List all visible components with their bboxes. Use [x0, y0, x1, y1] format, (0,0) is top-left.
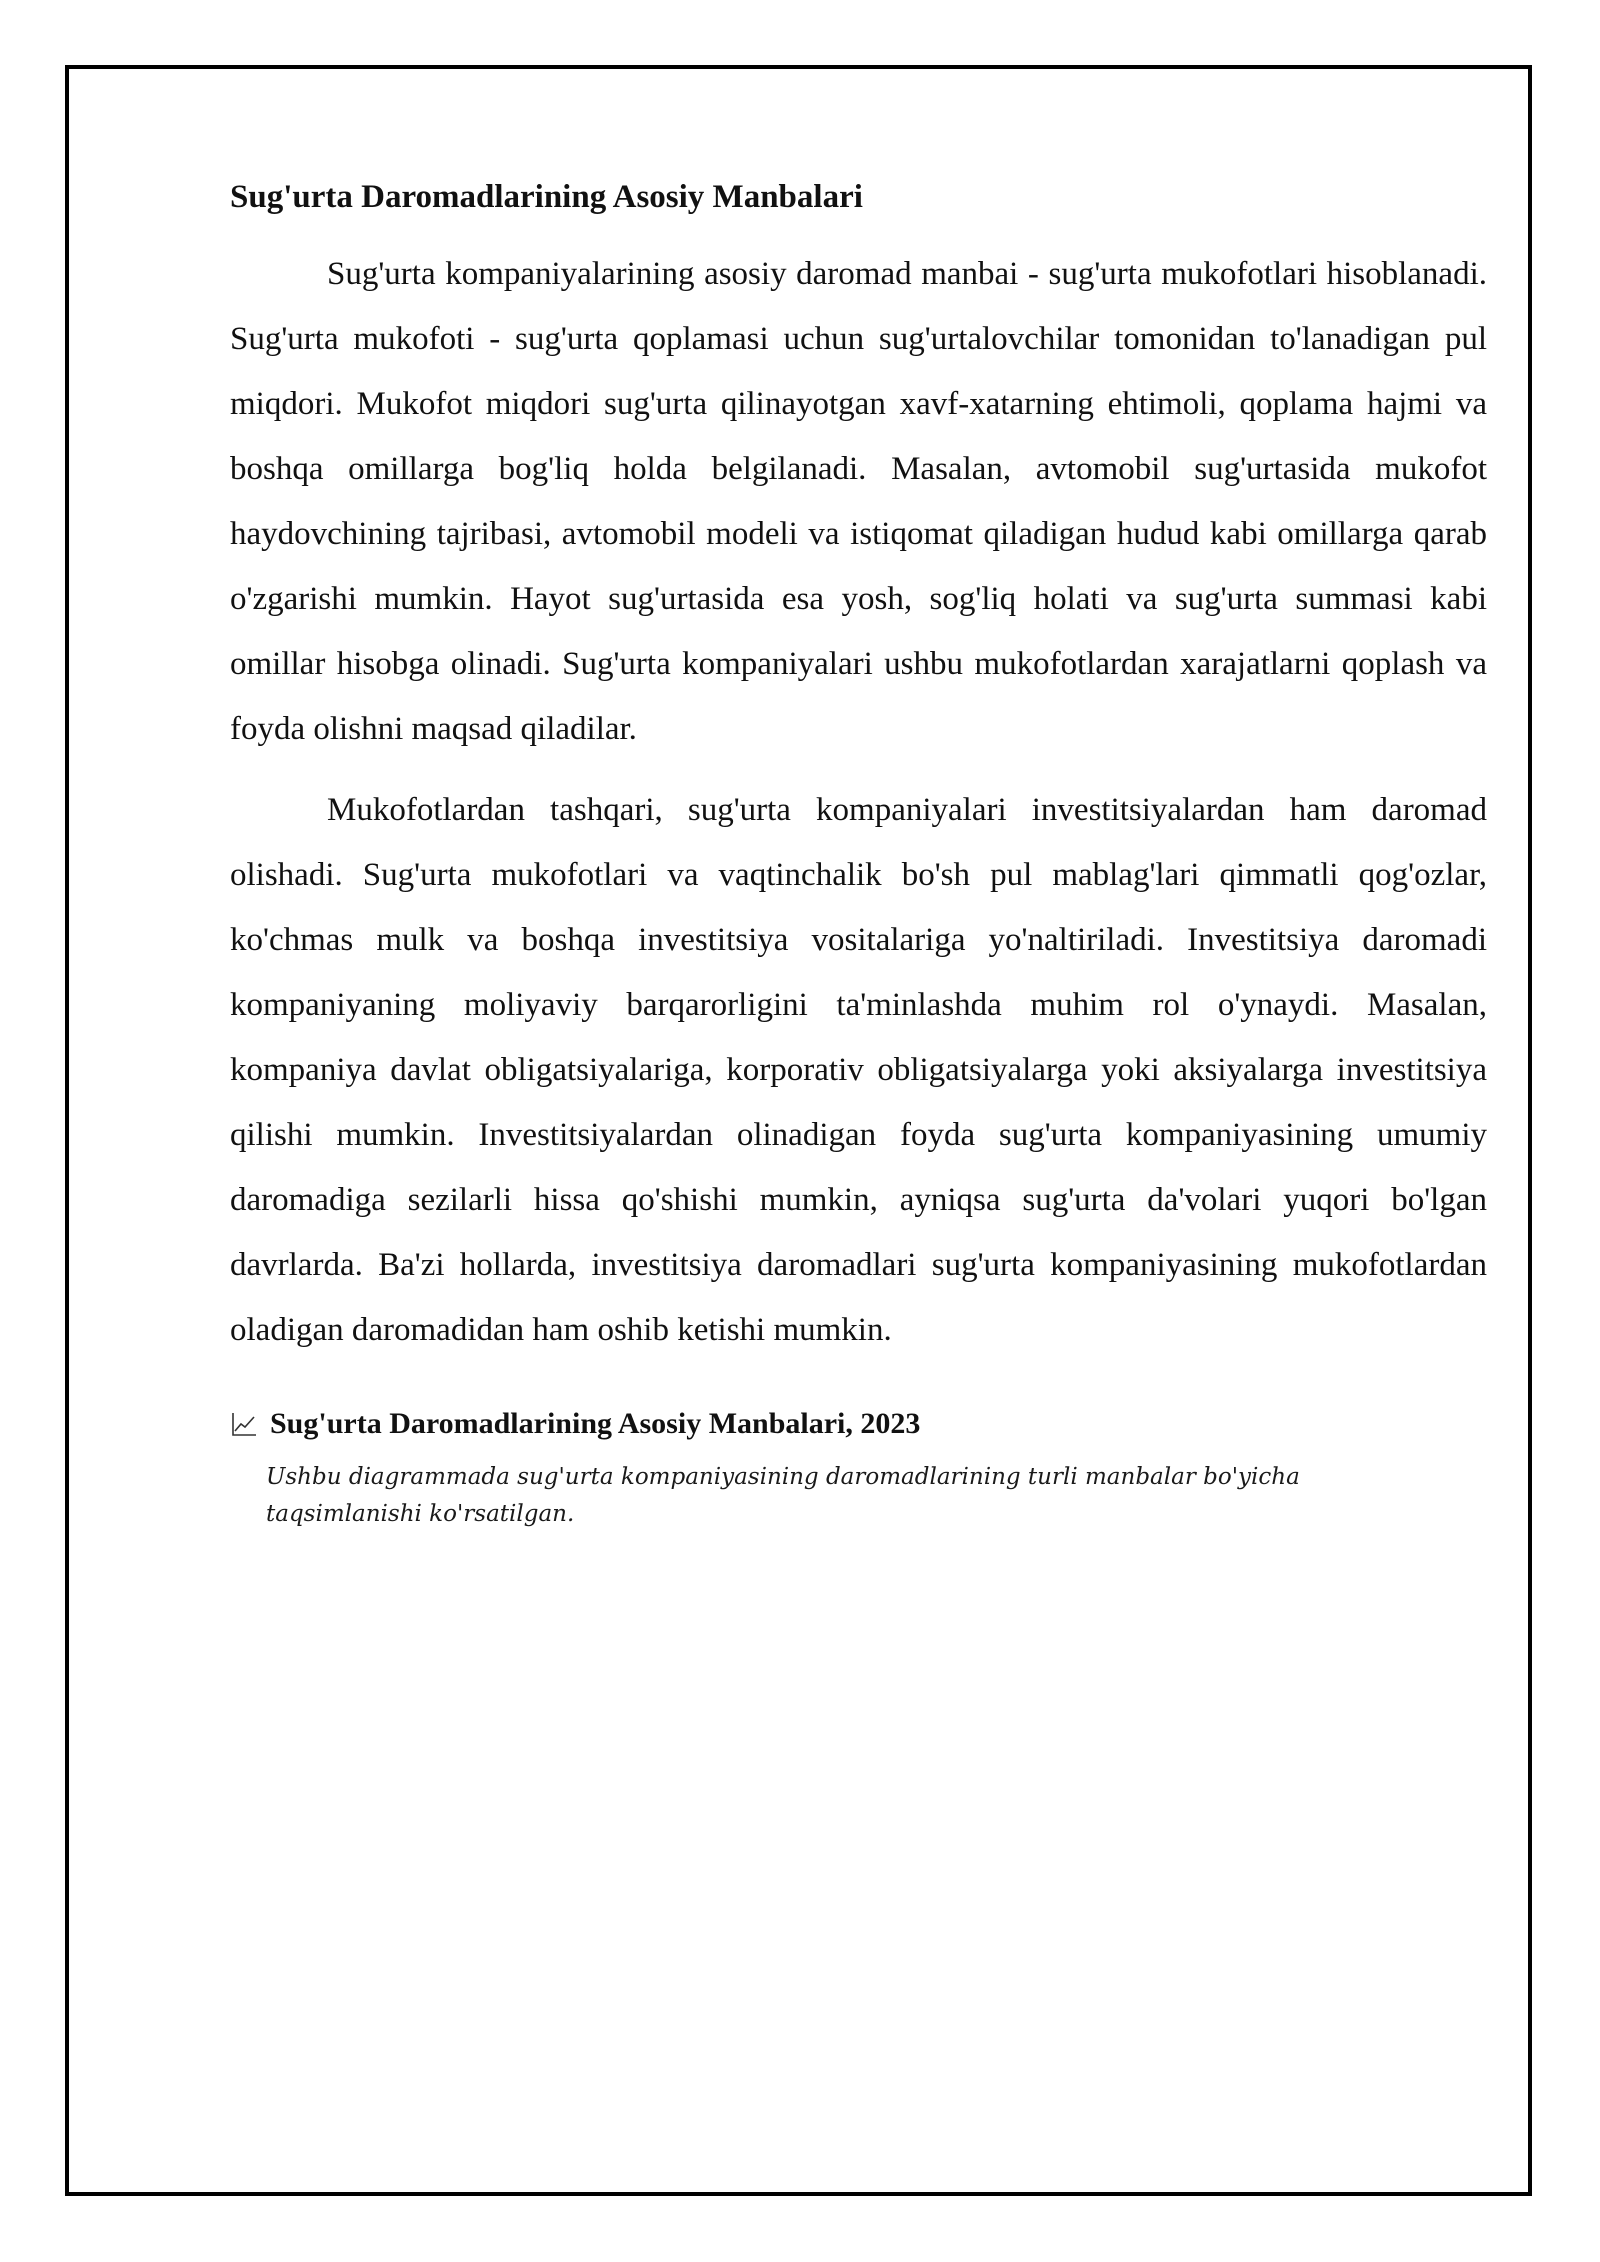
figure-title: Sug'urta Daromadlarining Asosiy Manbalari, 2023: [270, 1407, 921, 1440]
figure-description: Ushbu diagrammada sug'urta kompaniyasining daromadlarining turli manbalar bo'yicha taqsimlanishi ko'rsatilgan.: [266, 1464, 1300, 1527]
figure-caption: [230, 1399, 1487, 1533]
paragraph-premiums: Sug'urta kompaniyalarining asosiy daromad manbai - sug'urta mukofotlari hisoblanadi. Sug'urta mukofoti - sug'urta qoplamasi uchun sug'urtalovchilar tomonidan to'lanadigan pul miqdori. Mukofot miqdori sug'urta qilinayotgan xavf-xatarning ehtimoli, qoplama hajmi va boshqa omillarga bog'liq holda belgilanadi. Masalan, avtomobil sug'urtasida mukofot haydovchining tajribasi, avtomobil modeli va istiqomat qiladigan hudud kabi omillarga qarab o'zgarishi mumkin. Hayot sug'urtasida esa yosh, sog'liq holati va sug'urta summasi kabi omillar hisobga olinadi. Sug'urta kompaniyalari ushbu mukofotlardan xarajatlarni qoplash va foyda olishni maqsad qiladilar.: [230, 256, 1487, 747]
paragraph-investments: Mukofotlardan tashqari, sug'urta kompaniyalari investitsiyalardan ham daromad olishadi. Sug'urta mukofotlari va vaqtinchalik bo'sh pul mablag'lari qimmatli qog'ozlar, ko'chmas mulk va boshqa investitsiya vositalariga yo'naltiriladi. Investitsiya daromadi kompaniyaning moliyaviy barqarorligini ta'minlashda muhim rol o'ynaydi. Masalan, kompaniya davlat obligatsiyalariga, korporativ obligatsiyalarga yoki aksiyalarga investitsiya qilishi mumkin. Investitsiyalardan olinadigan foyda sug'urta kompaniyasining umumiy daromadiga sezilarli hissa qo'shishi mumkin, ayniqsa sug'urta da'volari yuqori bo'lgan davrlarda. Ba'zi hollarda, investitsiya daromadlari sug'urta kompaniyasining mukofotlardan oladigan daromadidan ham oshib ketishi mumkin.: [230, 792, 1487, 1348]
figure-title-row: [230, 1399, 1487, 1449]
page-title: Sug'urta Daromadlarining Asosiy Manbalari: [230, 179, 863, 215]
chart-line-icon: [230, 1410, 258, 1438]
document-body: [230, 170, 1487, 1533]
